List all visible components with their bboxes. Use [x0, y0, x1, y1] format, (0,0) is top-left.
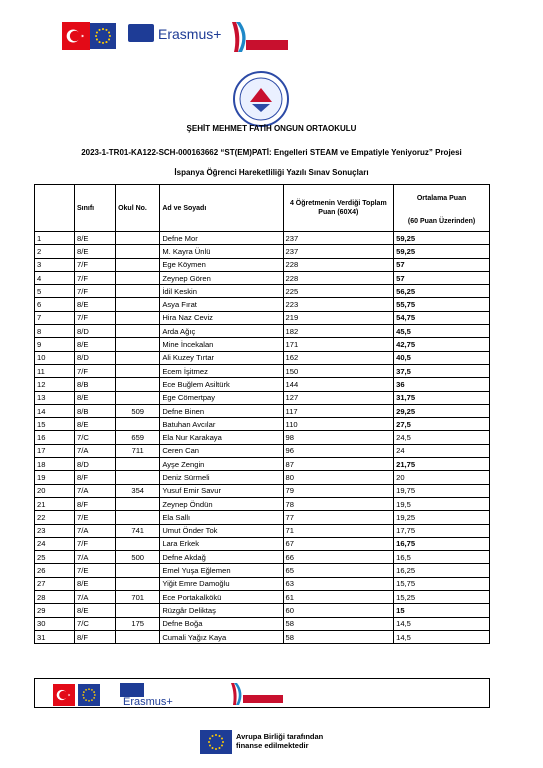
cell-ortalama: 56,25 — [394, 285, 490, 298]
cell-no: 8 — [35, 325, 75, 338]
cell-okul-no — [116, 564, 160, 577]
table-row — [35, 325, 490, 338]
cell-okul-no — [116, 471, 160, 484]
cell-toplam: 71 — [283, 524, 394, 537]
table-row — [35, 298, 490, 311]
cell-toplam: 117 — [283, 404, 394, 417]
cell-no: 29 — [35, 604, 75, 617]
cell-ad-soyad: M. Kayra Ünlü — [160, 245, 283, 258]
cell-toplam: 96 — [283, 444, 394, 457]
cell-okul-no: 741 — [116, 524, 160, 537]
cell-no: 30 — [35, 617, 75, 630]
cell-ad-soyad: Ayşe Zengin — [160, 458, 283, 471]
cell-okul-no: 509 — [116, 404, 160, 417]
cell-no: 15 — [35, 418, 75, 431]
cell-toplam: 78 — [283, 497, 394, 510]
cell-sinif: 7/A — [75, 551, 116, 564]
footer-logos — [34, 678, 490, 708]
cell-sinif: 8/F — [75, 497, 116, 510]
cell-ad-soyad: Ceren Can — [160, 444, 283, 457]
cell-okul-no — [116, 537, 160, 550]
table-row — [35, 338, 490, 351]
cell-ad-soyad: Rüzgâr Deliktaş — [160, 604, 283, 617]
cell-toplam: 237 — [283, 245, 394, 258]
cell-okul-no — [116, 285, 160, 298]
cell-toplam: 182 — [283, 325, 394, 338]
cell-sinif: 7/A — [75, 444, 116, 457]
table-row — [35, 378, 490, 391]
cell-toplam: 225 — [283, 285, 394, 298]
cell-okul-no — [116, 271, 160, 284]
cell-sinif: 7/F — [75, 271, 116, 284]
cell-no: 24 — [35, 537, 75, 550]
cell-toplam: 237 — [283, 232, 394, 245]
table-row — [35, 245, 490, 258]
cell-sinif: 7/C — [75, 431, 116, 444]
cell-sinif: 8/E — [75, 604, 116, 617]
col-header-okul-no: Okul No. — [116, 185, 160, 232]
cell-ortalama: 19,5 — [394, 497, 490, 510]
results-table — [34, 184, 490, 644]
cell-ortalama: 37,5 — [394, 364, 490, 377]
cell-no: 14 — [35, 404, 75, 417]
cell-no: 16 — [35, 431, 75, 444]
cell-okul-no — [116, 311, 160, 324]
cell-no: 26 — [35, 564, 75, 577]
table-row — [35, 232, 490, 245]
cell-sinif: 7/E — [75, 564, 116, 577]
cell-ad-soyad: Arda Ağıç — [160, 325, 283, 338]
cell-ortalama: 15 — [394, 604, 490, 617]
cell-okul-no — [116, 351, 160, 364]
table-row — [35, 577, 490, 590]
cell-no: 13 — [35, 391, 75, 404]
school-name: ŞEHİT MEHMET FATİH ONGUN ORTAOKULU — [186, 124, 357, 133]
cell-ortalama: 42,75 — [394, 338, 490, 351]
cell-okul-no — [116, 577, 160, 590]
table-row — [35, 364, 490, 377]
cell-ortalama: 36 — [394, 378, 490, 391]
cell-ad-soyad: Ece Buğlem Asiltürk — [160, 378, 283, 391]
cell-sinif: 7/F — [75, 537, 116, 550]
national-agency-logo — [225, 681, 285, 707]
table-row — [35, 471, 490, 484]
cell-okul-no — [116, 338, 160, 351]
cell-okul-no: 701 — [116, 591, 160, 604]
cell-no: 2 — [35, 245, 75, 258]
cell-ortalama: 59,25 — [394, 232, 490, 245]
cell-ortalama: 19,25 — [394, 511, 490, 524]
cell-sinif: 7/C — [75, 617, 116, 630]
cell-no: 20 — [35, 484, 75, 497]
cell-okul-no — [116, 258, 160, 271]
cell-toplam: 219 — [283, 311, 394, 324]
cell-ad-soyad: Ege Köymen — [160, 258, 283, 271]
cell-ad-soyad: Umut Önder Tok — [160, 524, 283, 537]
cell-okul-no — [116, 418, 160, 431]
cell-ad-soyad: Mine İncekalan — [160, 338, 283, 351]
project-title: 2023-1-TR01-KA122-SCH-000163662 “ST(EM)PATİ: Engelleri STEAM ve Empatiyle Yeniyoruz” Projesi — [81, 148, 462, 157]
national-agency-logo — [222, 18, 290, 58]
cell-ad-soyad: Emel Yuşa Eğlemen — [160, 564, 283, 577]
cell-no: 17 — [35, 444, 75, 457]
erasmus-logo-text: Erasmus+ — [158, 26, 222, 42]
cell-ortalama: 16,75 — [394, 537, 490, 550]
cell-toplam: 228 — [283, 258, 394, 271]
cell-okul-no — [116, 630, 160, 643]
col-header-toplam: 4 Öğretmenin Verdiği Toplam Puan (60X4) — [283, 185, 394, 232]
cell-toplam: 162 — [283, 351, 394, 364]
cell-no: 3 — [35, 258, 75, 271]
turkey-flag-icon — [62, 22, 90, 50]
cell-ortalama: 55,75 — [394, 298, 490, 311]
cell-ortalama: 24,5 — [394, 431, 490, 444]
eu-funding-text — [236, 732, 332, 750]
eu-funding-label: Avrupa Birliği tarafından finanse edilmektedir — [236, 732, 324, 750]
cell-no: 12 — [35, 378, 75, 391]
erasmus-flag-icon — [128, 24, 154, 42]
cell-toplam: 127 — [283, 391, 394, 404]
table-row — [35, 591, 490, 604]
cell-sinif: 8/E — [75, 298, 116, 311]
cell-toplam: 60 — [283, 604, 394, 617]
cell-sinif: 8/F — [75, 471, 116, 484]
cell-okul-no — [116, 298, 160, 311]
cell-toplam: 79 — [283, 484, 394, 497]
table-row — [35, 551, 490, 564]
cell-toplam: 87 — [283, 458, 394, 471]
cell-ad-soyad: Batuhan Avcılar — [160, 418, 283, 431]
cell-no: 5 — [35, 285, 75, 298]
cell-no: 19 — [35, 471, 75, 484]
cell-toplam: 150 — [283, 364, 394, 377]
cell-no: 22 — [35, 511, 75, 524]
cell-ortalama: 16,5 — [394, 551, 490, 564]
cell-ortalama: 15,75 — [394, 577, 490, 590]
table-row — [35, 497, 490, 510]
top-logos — [0, 18, 543, 58]
col-header-no — [35, 185, 75, 232]
cell-ortalama: 45,5 — [394, 325, 490, 338]
cell-sinif: 8/F — [75, 630, 116, 643]
cell-ad-soyad: Ege Cömertpay — [160, 391, 283, 404]
col-header-ortalama — [394, 185, 490, 232]
cell-no: 9 — [35, 338, 75, 351]
cell-sinif: 7/F — [75, 258, 116, 271]
cell-sinif: 8/D — [75, 351, 116, 364]
cell-ortalama: 54,75 — [394, 311, 490, 324]
cell-ad-soyad: Yiğit Emre Damoğlu — [160, 577, 283, 590]
cell-ortalama: 40,5 — [394, 351, 490, 364]
cell-okul-no: 659 — [116, 431, 160, 444]
cell-ad-soyad: Yusuf Emir Savur — [160, 484, 283, 497]
eu-flag-icon — [200, 730, 232, 754]
table-row — [35, 524, 490, 537]
cell-ad-soyad: Ela Nur Karakaya — [160, 431, 283, 444]
cell-sinif: 7/F — [75, 285, 116, 298]
erasmus-flag-icon — [120, 683, 144, 697]
cell-ortalama: 29,25 — [394, 404, 490, 417]
table-row — [35, 351, 490, 364]
cell-sinif: 8/E — [75, 245, 116, 258]
cell-ad-soyad: Defne Akdağ — [160, 551, 283, 564]
school-seal-icon — [230, 70, 292, 128]
cell-toplam: 77 — [283, 511, 394, 524]
table-row — [35, 564, 490, 577]
cell-ad-soyad: Ali Kuzey Tırtar — [160, 351, 283, 364]
table-row — [35, 537, 490, 550]
table-row — [35, 431, 490, 444]
cell-okul-no — [116, 458, 160, 471]
cell-no: 6 — [35, 298, 75, 311]
cell-toplam: 98 — [283, 431, 394, 444]
cell-sinif: 7/E — [75, 511, 116, 524]
cell-sinif: 8/E — [75, 338, 116, 351]
cell-sinif: 7/F — [75, 364, 116, 377]
cell-no: 27 — [35, 577, 75, 590]
cell-sinif: 8/B — [75, 404, 116, 417]
cell-toplam: 61 — [283, 591, 394, 604]
cell-no: 18 — [35, 458, 75, 471]
cell-sinif: 7/A — [75, 484, 116, 497]
table-row — [35, 604, 490, 617]
cell-okul-no — [116, 364, 160, 377]
cell-okul-no — [116, 378, 160, 391]
results-subtitle: İspanya Öğrenci Hareketliliği Yazılı Sınav Sonuçları — [174, 168, 369, 177]
cell-ortalama: 19,75 — [394, 484, 490, 497]
cell-no: 23 — [35, 524, 75, 537]
table-row — [35, 511, 490, 524]
cell-toplam: 171 — [283, 338, 394, 351]
cell-ad-soyad: Zeynep Gören — [160, 271, 283, 284]
cell-ad-soyad: Zeynep Öndün — [160, 497, 283, 510]
table-row — [35, 258, 490, 271]
cell-sinif: 7/F — [75, 311, 116, 324]
table-header-row — [35, 185, 490, 232]
cell-okul-no: 354 — [116, 484, 160, 497]
cell-ad-soyad: Defne Binen — [160, 404, 283, 417]
cell-toplam: 58 — [283, 630, 394, 643]
cell-no: 31 — [35, 630, 75, 643]
cell-okul-no: 175 — [116, 617, 160, 630]
cell-ortalama: 14,5 — [394, 630, 490, 643]
cell-ad-soyad: Defne Boğa — [160, 617, 283, 630]
cell-no: 7 — [35, 311, 75, 324]
cell-toplam: 80 — [283, 471, 394, 484]
cell-no: 10 — [35, 351, 75, 364]
eu-flag-icon — [78, 684, 100, 706]
cell-sinif: 8/E — [75, 232, 116, 245]
cell-toplam: 65 — [283, 564, 394, 577]
cell-toplam: 144 — [283, 378, 394, 391]
table-row — [35, 458, 490, 471]
cell-ortalama: 20 — [394, 471, 490, 484]
cell-ad-soyad: Ece Portakalkökü — [160, 591, 283, 604]
cell-ad-soyad: Ela Sallı — [160, 511, 283, 524]
cell-ortalama: 16,25 — [394, 564, 490, 577]
eu-flag-icon — [90, 22, 116, 50]
cell-ad-soyad: Ecem İşitmez — [160, 364, 283, 377]
cell-ortalama: 17,75 — [394, 524, 490, 537]
cell-ortalama: 59,25 — [394, 245, 490, 258]
cell-ad-soyad: Asya Fırat — [160, 298, 283, 311]
cell-no: 11 — [35, 364, 75, 377]
cell-no: 25 — [35, 551, 75, 564]
cell-okul-no — [116, 511, 160, 524]
cell-no: 21 — [35, 497, 75, 510]
cell-ad-soyad: Hira Naz Ceviz — [160, 311, 283, 324]
cell-ad-soyad: Defne Mor — [160, 232, 283, 245]
cell-okul-no: 711 — [116, 444, 160, 457]
cell-sinif: 8/E — [75, 391, 116, 404]
cell-okul-no — [116, 245, 160, 258]
table-row — [35, 418, 490, 431]
table-row — [35, 630, 490, 643]
cell-ad-soyad: Cumali Yağız Kaya — [160, 630, 283, 643]
table-row — [35, 484, 490, 497]
cell-ad-soyad: Deniz Sürmeli — [160, 471, 283, 484]
col-header-ad-soyad: Ad ve Soyadı — [160, 185, 283, 232]
table-row — [35, 617, 490, 630]
col-header-ortalama-title: Ortalama Puan — [416, 195, 467, 202]
cell-sinif: 8/B — [75, 378, 116, 391]
table-row — [35, 444, 490, 457]
cell-toplam: 110 — [283, 418, 394, 431]
table-row — [35, 285, 490, 298]
cell-sinif: 8/D — [75, 458, 116, 471]
cell-ortalama: 31,75 — [394, 391, 490, 404]
cell-ortalama: 24 — [394, 444, 490, 457]
cell-ortalama: 21,75 — [394, 458, 490, 471]
cell-ortalama: 14,5 — [394, 617, 490, 630]
cell-ortalama: 57 — [394, 258, 490, 271]
cell-sinif: 7/A — [75, 524, 116, 537]
cell-ad-soyad: İdil Keskin — [160, 285, 283, 298]
cell-ortalama: 57 — [394, 271, 490, 284]
cell-sinif: 8/E — [75, 577, 116, 590]
cell-toplam: 228 — [283, 271, 394, 284]
cell-okul-no: 500 — [116, 551, 160, 564]
col-header-sinif: Sınıfı — [75, 185, 116, 232]
table-row — [35, 271, 490, 284]
cell-toplam: 63 — [283, 577, 394, 590]
cell-sinif: 8/D — [75, 325, 116, 338]
cell-ad-soyad: Lara Erkek — [160, 537, 283, 550]
cell-toplam: 223 — [283, 298, 394, 311]
cell-ortalama: 15,25 — [394, 591, 490, 604]
table-row — [35, 391, 490, 404]
cell-sinif: 8/E — [75, 418, 116, 431]
cell-okul-no — [116, 604, 160, 617]
cell-okul-no — [116, 232, 160, 245]
table-row — [35, 311, 490, 324]
cell-no: 1 — [35, 232, 75, 245]
erasmus-logo-text: Erasmus+ — [123, 696, 173, 708]
cell-okul-no — [116, 391, 160, 404]
cell-okul-no — [116, 497, 160, 510]
turkey-flag-icon — [52, 684, 76, 706]
cell-sinif: 7/A — [75, 591, 116, 604]
cell-no: 4 — [35, 271, 75, 284]
cell-toplam: 58 — [283, 617, 394, 630]
cell-ortalama: 27,5 — [394, 418, 490, 431]
col-header-ortalama-sub: (60 Puan Üzerinden) — [407, 218, 476, 225]
cell-no: 28 — [35, 591, 75, 604]
table-row — [35, 404, 490, 417]
cell-toplam: 66 — [283, 551, 394, 564]
cell-toplam: 67 — [283, 537, 394, 550]
cell-okul-no — [116, 325, 160, 338]
